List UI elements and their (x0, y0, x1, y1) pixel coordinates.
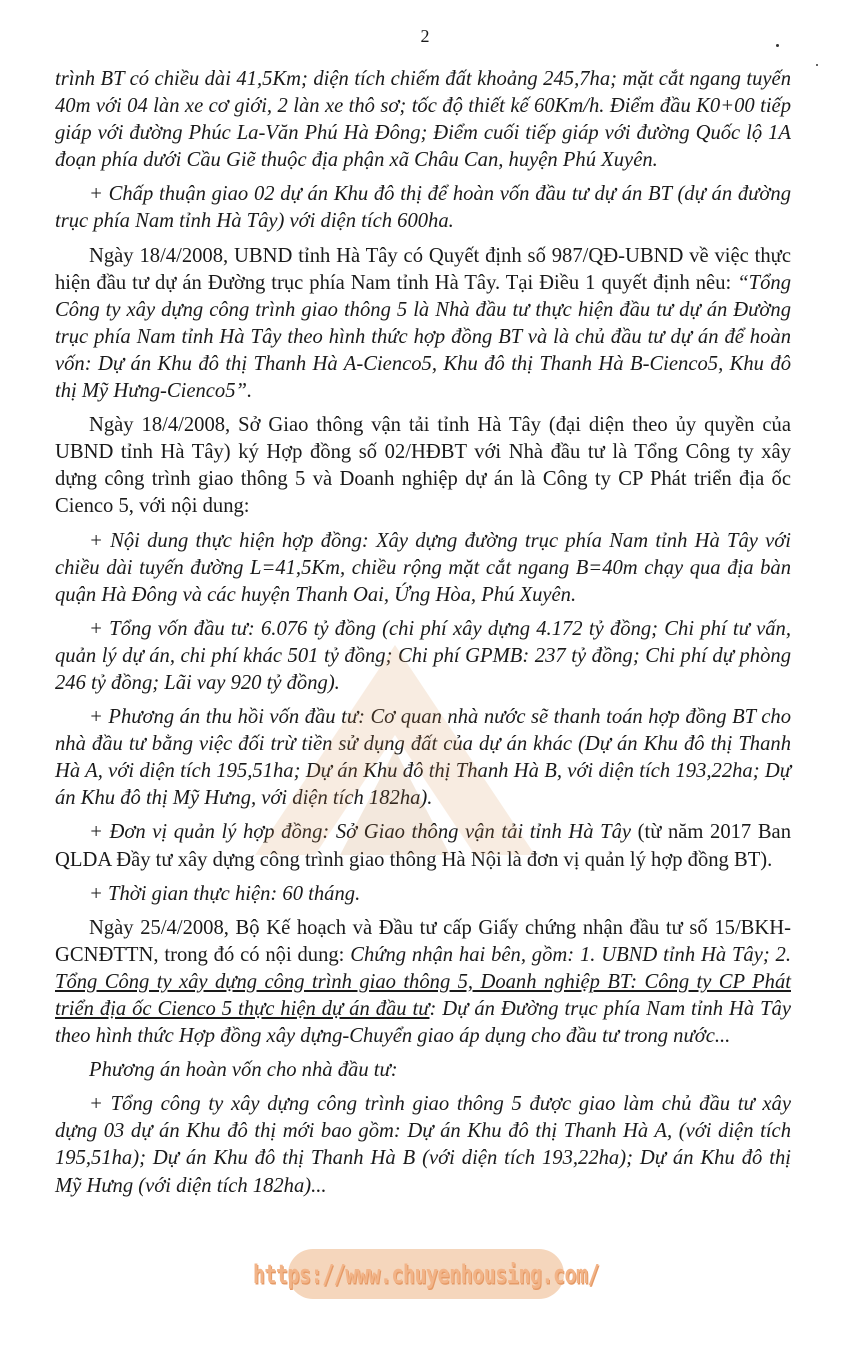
paragraph-1: trình BT có chiều dài 41,5Km; diện tích chiếm đất khoảng 245,7ha; mặt cắt ngang tuyến 40m với 04 làn xe cơ giới, 2 làn xe thô sơ; tốc độ thiết kế 60Km/h. Điểm đầu K0+00 tiếp giáp với đường Phúc La-Văn Phú Hà Đông; Điểm cuối tiếp giáp với đường Quốc lộ 1A đoạn phía dưới Cầu Giẽ thuộc địa phận xã Châu Can, huyện Phú Xuyên. (55, 68, 791, 172)
paragraph-6: + Tổng vốn đầu tư: 6.076 tỷ đồng (chi phí xây dựng 4.172 tỷ đồng; Chi phí tư vấn, quản lý dự án, chi phí khác 501 tỷ đồng; Chi phí GPMB: 237 tỷ đồng; Chi phí dự phòng 246 tỷ đồng; Lãi vay 920 tỷ đồng). (55, 617, 791, 694)
paragraph-11: Phương án hoàn vốn cho nhà đầu tư: (89, 1059, 398, 1082)
watermark-url: https://www.chuyenhousing.com/ (252, 1258, 600, 1290)
paragraph-7: + Phương án thu hồi vốn đầu tư: Cơ quan nhà nước sẽ thanh toán hợp đồng BT cho nhà đầu tư bằng việc đối trừ tiền sử dụng đất của dự án khác (Dự án Khu đô thị Thanh Hà A, với diện tích 195,51ha; Dự án Khu đô thị Thanh Hà B, với diện tích 193,22ha; Dự án Khu đô thị Mỹ Hưng, với diện tích 182ha). (55, 706, 791, 810)
paragraph-10: Ngày 25/4/2008, Bộ Kế hoạch và Đầu tư cấp Giấy chứng nhận đầu tư số 15/BKH-GCNĐTTN, trong đó có nội dung: Chứng nhận hai bên, gồm: 1. UBND tỉnh Hà Tây; 2. Tổng Công ty xây dựng công trình giao thông 5, Doanh nghiệp BT: Công ty CP Phát triển địa ốc Cienco 5 thực hiện dự án đầu tư: Dự án Đường trục phía Nam tỉnh Hà Tây theo hình thức Hợp đồng xây dựng-Chuyển giao áp dụng cho đầu tư trong nước... (55, 916, 791, 1048)
paragraph-3: Ngày 18/4/2008, UBND tỉnh Hà Tây có Quyết định số 987/QĐ-UBND về việc thực hiện đầu tư dự án Đường trục phía Nam tỉnh Hà Tây. Tại Điều 1 quyết định nêu: “Tổng Công ty xây dựng công trình giao thông 5 là Nhà đầu tư thực hiện đầu tư dự án Đường trục phía Nam tỉnh Hà Tây theo hình thức hợp đồng BT và là chủ đầu tư dự án để hoàn vốn: Dự án Khu đô thị Thanh Hà A-Cienco5, Khu đô thị Thanh Hà B-Cienco5, Khu đô thị Mỹ Hưng-Cienco5”. (55, 244, 791, 403)
watermark-url-badge (252, 1249, 600, 1299)
paragraph-5: + Nội dung thực hiện hợp đồng: Xây dựng đường trục phía Nam tỉnh Hà Tây với chiều dài tuyến đường L=41,5Km, chiều rộng mặt cắt ngang B=40m chạy qua địa bàn quận Hà Đông và các huyện Thanh Oai, Ứng Hòa, Phú Xuyên. (55, 529, 791, 606)
paragraph-9: + Thời gian thực hiện: 60 tháng. (89, 882, 361, 905)
paragraph-2: + Chấp thuận giao 02 dự án Khu đô thị để hoàn vốn đầu tư dự án BT (dự án đường trục phía Nam tỉnh Hà Tây) với diện tích 600ha. (55, 183, 791, 233)
scan-speck (776, 44, 779, 47)
page-number: 2 (420, 26, 430, 46)
paragraph-4: Ngày 18/4/2008, Sở Giao thông vận tải tỉnh Hà Tây (đại diện theo ủy quyền của UBND tỉnh Hà Tây) ký Hợp đồng số 02/HĐBT với Nhà đầu tư là Tổng Công ty xây dựng công trình giao thông 5 và Doanh nghiệp dự án là Công ty CP Phát triển địa ốc Cienco 5, với nội dung: (55, 414, 791, 518)
scan-speck (816, 64, 818, 66)
paragraph-12: + Tổng công ty xây dựng công trình giao thông 5 được giao làm chủ đầu tư xây dựng 03 dự án Khu đô thị mới bao gồm: Dự án Khu đô thị Thanh Hà A, (với diện tích 195,51ha); Dự án Khu đô thị Thanh Hà B (với diện tích 193,22ha); Dự án Khu đô thị Mỹ Hưng (với diện tích 182ha)... (55, 1093, 791, 1197)
paragraph-8: + Đơn vị quản lý hợp đồng: Sở Giao thông vận tải tỉnh Hà Tây (từ năm 2017 Ban QLDA Đầy tư xây dựng công trình giao thông Hà Nội là đơn vị quản lý hợp đồng BT). (55, 821, 791, 871)
document-body (55, 66, 791, 1207)
